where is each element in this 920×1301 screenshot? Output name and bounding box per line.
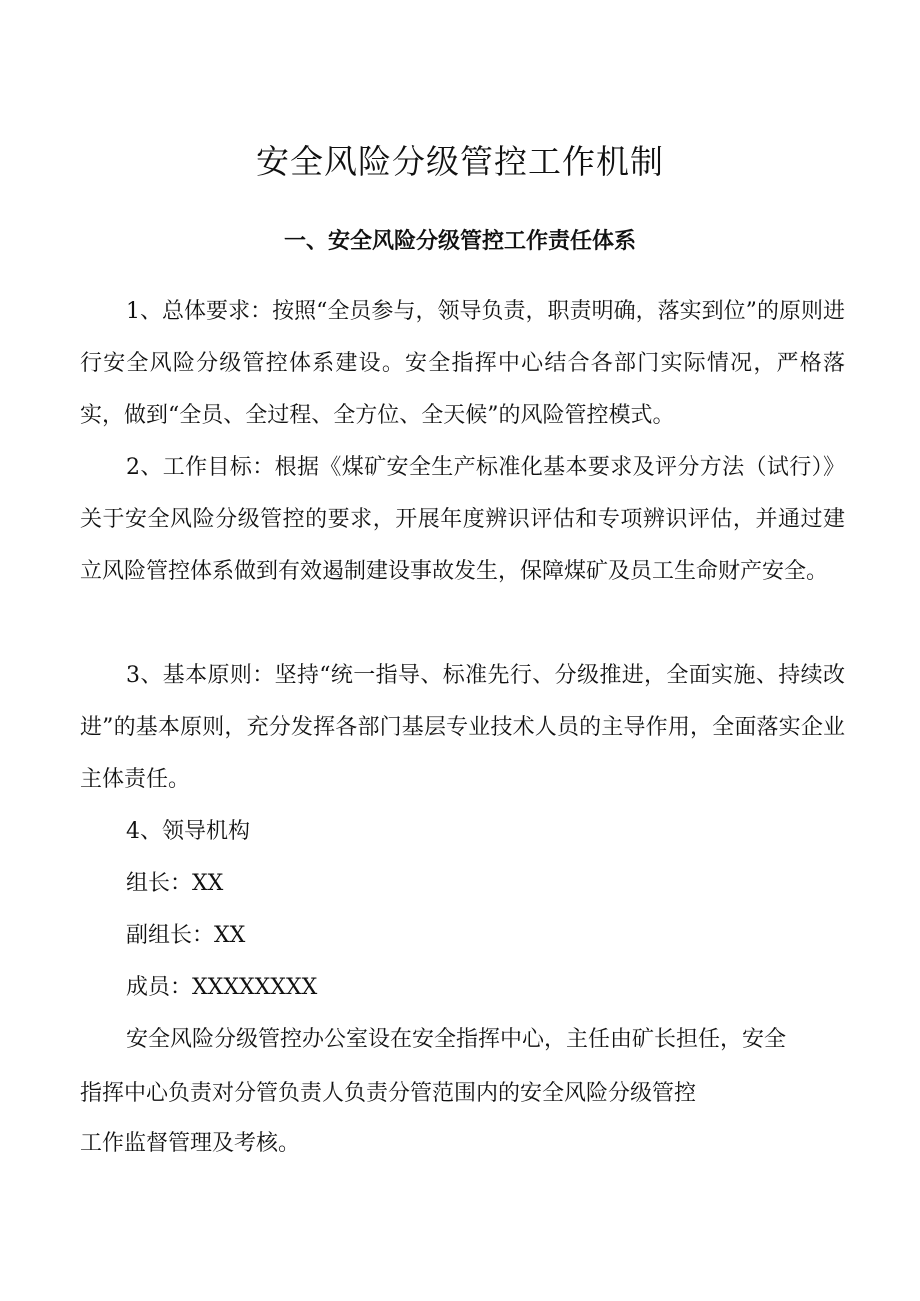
office-line-1: 安全风险分级管控办公室设在安全指挥中心，主任由矿长担任，安全 <box>126 1027 787 1052</box>
deputy-leader-line: 副组长：XX <box>126 923 246 948</box>
paragraph-basic-principles: 3、基本原则：坚持“统一指导、标准先行、分级推进，全面实施、持续改进”的基本原则，充分发挥各部门基层专业技术人员的主导作用，全面落实企业主体责任。 <box>80 663 845 792</box>
office-line-3: 工作监督管理及考核。 <box>80 1131 301 1156</box>
section-heading: 一、安全风险分级管控工作责任体系 <box>283 228 636 254</box>
paragraph-overall-requirements: 1、总体要求：按照“全员参与，领导负责，职责明确，落实到位”的原则进行安全风险分级管控体系建设。安全指挥中心结合各部门实际情况，严格落实，做到“全员、全过程、全方位、全天候”的风险管控模式。 <box>80 299 845 428</box>
group-leader-line: 组长：XX <box>126 871 224 896</box>
office-line-2: 指挥中心负责对分管负责人负责分管范围内的安全风险分级管控 <box>80 1081 697 1106</box>
document-title: 安全风险分级管控工作机制 <box>256 142 664 181</box>
leadership-heading: 4、领导机构 <box>126 819 250 844</box>
paragraph-work-goals: 2、工作目标：根据《煤矿安全生产标准化基本要求及评分方法（试行）》关于安全风险分级管控的要求，开展年度辨识评估和专项辨识评估，并通过建立风险管控体系做到有效遏制建设事故发生，保障煤矿及员工生命财产安全。 <box>80 455 845 584</box>
members-line: 成员：XXXXXXXX <box>126 975 318 1000</box>
